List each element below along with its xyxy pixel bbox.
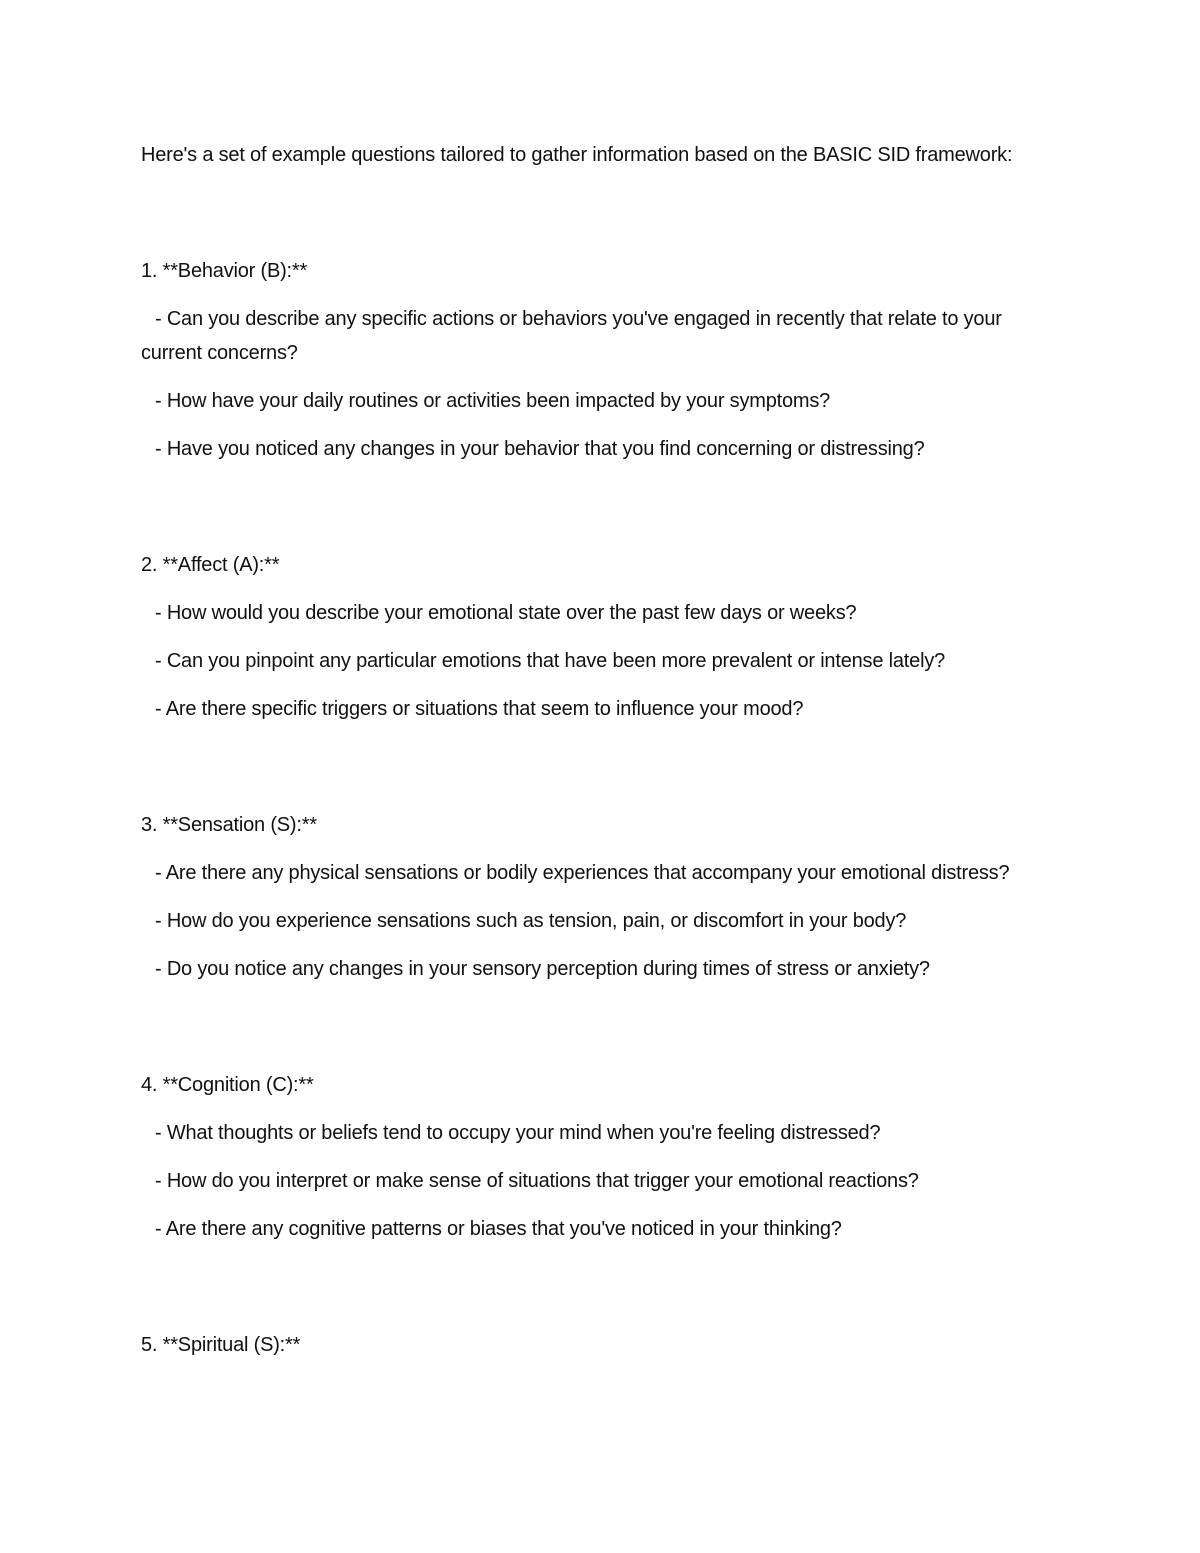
question-list (141, 1116, 1066, 1246)
section-heading: 2. **Affect (A):** (141, 554, 280, 576)
question-text: - Can you describe any specific actions or behaviors you've engaged in recently that relate to your current concerns? (141, 308, 1002, 364)
question-text: - Do you notice any changes in your sensory perception during times of stress or anxiety? (155, 958, 930, 980)
question-text: - How do you experience sensations such as tension, pain, or discomfort in your body? (155, 910, 907, 932)
question-text: - Are there any cognitive patterns or biases that you've noticed in your thinking? (155, 1218, 842, 1240)
section-sensation (141, 808, 1066, 986)
section-heading: 5. **Spiritual (S):** (141, 1334, 301, 1356)
question-item (141, 952, 1066, 986)
question-list (141, 856, 1066, 986)
section-behavior (141, 254, 1066, 466)
question-text: - How have your daily routines or activities been impacted by your symptoms? (155, 390, 831, 412)
question-text: - How do you interpret or make sense of situations that trigger your emotional reactions? (155, 1170, 919, 1192)
question-item (141, 302, 1066, 370)
question-item (141, 856, 1066, 890)
section-heading: 3. **Sensation (S):** (141, 814, 317, 836)
question-item (141, 384, 1066, 418)
question-text: - Can you pinpoint any particular emotions that have been more prevalent or intense lately? (155, 650, 946, 672)
question-item (141, 1164, 1066, 1198)
question-text: - Have you noticed any changes in your behavior that you find concerning or distressing? (155, 438, 925, 460)
question-list (141, 596, 1066, 726)
question-text: - How would you describe your emotional state over the past few days or weeks? (155, 602, 857, 624)
section-spiritual (141, 1328, 1066, 1362)
section-cognition (141, 1068, 1066, 1246)
question-text: - What thoughts or beliefs tend to occupy your mind when you're feeling distressed? (155, 1122, 881, 1144)
question-item (141, 904, 1066, 938)
question-text: - Are there any physical sensations or bodily experiences that accompany your emotional distress? (155, 862, 1010, 884)
question-item (141, 432, 1066, 466)
question-item (141, 596, 1066, 630)
question-text: - Are there specific triggers or situations that seem to influence your mood? (155, 698, 804, 720)
question-list (141, 302, 1066, 466)
section-heading: 4. **Cognition (C):** (141, 1074, 314, 1096)
question-item (141, 1116, 1066, 1150)
document-body (141, 138, 1066, 1362)
question-item (141, 692, 1066, 726)
intro-paragraph: Here's a set of example questions tailored to gather information based on the BASIC SID framework: (141, 144, 1013, 166)
question-item (141, 644, 1066, 678)
section-heading: 1. **Behavior (B):** (141, 260, 308, 282)
section-affect (141, 548, 1066, 726)
question-item (141, 1212, 1066, 1246)
